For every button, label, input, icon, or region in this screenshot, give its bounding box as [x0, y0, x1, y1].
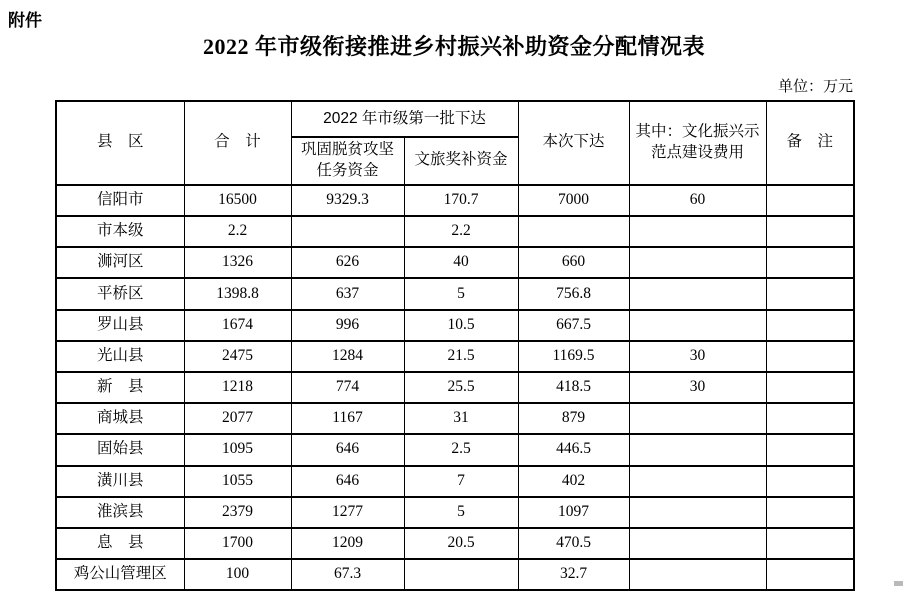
header-county: 县 区 [56, 101, 184, 185]
cell-this_issue: 667.5 [518, 310, 629, 341]
cell-remarks [766, 310, 854, 341]
cell-culture_demo [629, 528, 766, 559]
cell-remarks [766, 247, 854, 278]
cell-remarks [766, 466, 854, 497]
table-row [56, 434, 854, 465]
cell-remarks [766, 559, 854, 590]
cell-remarks [766, 403, 854, 434]
cell-remarks [766, 216, 854, 247]
cell-remarks [766, 341, 854, 372]
cell-culture_demo [629, 403, 766, 434]
cell-county: 信阳市 [56, 185, 184, 216]
table-row [56, 341, 854, 372]
table-row [56, 559, 854, 590]
cell-poverty_fund: 646 [291, 466, 404, 497]
cell-total: 1095 [184, 434, 291, 465]
cell-poverty_fund: 1284 [291, 341, 404, 372]
allocation-table [55, 100, 855, 591]
cell-culture_demo: 30 [629, 341, 766, 372]
cell-poverty_fund: 646 [291, 434, 404, 465]
cell-culture_demo [629, 278, 766, 309]
unit-note: 单位：万元 [777, 79, 853, 95]
cell-culture_demo: 60 [629, 185, 766, 216]
cell-poverty_fund: 1277 [291, 497, 404, 528]
table-row [56, 497, 854, 528]
header-row-1 [56, 101, 854, 137]
cell-tourism_fund: 7 [404, 466, 518, 497]
cell-poverty_fund: 67.3 [291, 559, 404, 590]
cell-total: 1055 [184, 466, 291, 497]
cell-poverty_fund: 996 [291, 310, 404, 341]
cell-remarks [766, 278, 854, 309]
cell-this_issue: 1097 [518, 497, 629, 528]
cell-county: 平桥区 [56, 278, 184, 309]
cell-culture_demo [629, 497, 766, 528]
cell-this_issue: 879 [518, 403, 629, 434]
cell-tourism_fund: 31 [404, 403, 518, 434]
cell-remarks [766, 434, 854, 465]
cell-this_issue: 402 [518, 466, 629, 497]
cell-this_issue: 418.5 [518, 372, 629, 403]
header-remarks: 备 注 [766, 101, 854, 185]
cell-tourism_fund: 170.7 [404, 185, 518, 216]
cell-total: 2475 [184, 341, 291, 372]
cell-county: 光山县 [56, 341, 184, 372]
cell-poverty_fund [291, 216, 404, 247]
cell-culture_demo [629, 559, 766, 590]
header-this-issue: 本次下达 [518, 101, 629, 185]
cell-total: 1700 [184, 528, 291, 559]
cell-poverty_fund: 774 [291, 372, 404, 403]
cell-total: 1326 [184, 247, 291, 278]
cell-tourism_fund: 2.5 [404, 434, 518, 465]
header-first-batch-group: 2022 年市级第一批下达 [291, 101, 518, 137]
cell-this_issue: 446.5 [518, 434, 629, 465]
table-row [56, 247, 854, 278]
page-title: 2022 年市级衔接推进乡村振兴补助资金分配情况表 [202, 34, 705, 59]
cell-culture_demo [629, 466, 766, 497]
cell-tourism_fund: 20.5 [404, 528, 518, 559]
cell-total: 1398.8 [184, 278, 291, 309]
cell-tourism_fund: 5 [404, 278, 518, 309]
header-tourism-fund: 文旅奖补资金 [404, 137, 518, 185]
table-row [56, 528, 854, 559]
cell-remarks [766, 372, 854, 403]
cell-poverty_fund: 637 [291, 278, 404, 309]
header-total: 合 计 [184, 101, 291, 185]
cell-tourism_fund: 40 [404, 247, 518, 278]
cell-this_issue: 32.7 [518, 559, 629, 590]
cell-poverty_fund: 1209 [291, 528, 404, 559]
cell-culture_demo [629, 310, 766, 341]
cell-total: 1674 [184, 310, 291, 341]
table-row [56, 310, 854, 341]
cell-county: 固始县 [56, 434, 184, 465]
cell-culture_demo [629, 434, 766, 465]
cell-culture_demo: 30 [629, 372, 766, 403]
table-row [56, 403, 854, 434]
cell-tourism_fund: 5 [404, 497, 518, 528]
cell-county: 罗山县 [56, 310, 184, 341]
cell-this_issue: 470.5 [518, 528, 629, 559]
cell-poverty_fund: 1167 [291, 403, 404, 434]
cell-tourism_fund: 2.2 [404, 216, 518, 247]
table-row [56, 278, 854, 309]
cell-tourism_fund: 25.5 [404, 372, 518, 403]
table-body [56, 185, 854, 590]
cell-total: 1218 [184, 372, 291, 403]
cell-county: 浉河区 [56, 247, 184, 278]
header-culture-demo: 其中：文化振兴示范点建设费用 [629, 101, 766, 185]
cell-tourism_fund [404, 559, 518, 590]
table-row [56, 216, 854, 247]
cell-culture_demo [629, 216, 766, 247]
cell-county: 新 县 [56, 372, 184, 403]
corner-artifact [894, 581, 903, 586]
table-header [56, 101, 854, 185]
cell-total: 2077 [184, 403, 291, 434]
attachment-label: 附件 [8, 11, 42, 30]
cell-this_issue: 756.8 [518, 278, 629, 309]
table-row [56, 372, 854, 403]
cell-tourism_fund: 21.5 [404, 341, 518, 372]
cell-county: 息 县 [56, 528, 184, 559]
cell-total: 16500 [184, 185, 291, 216]
cell-total: 2.2 [184, 216, 291, 247]
cell-total: 2379 [184, 497, 291, 528]
cell-poverty_fund: 9329.3 [291, 185, 404, 216]
cell-this_issue [518, 216, 629, 247]
cell-county: 鸡公山管理区 [56, 559, 184, 590]
cell-culture_demo [629, 247, 766, 278]
header-poverty-fund: 巩固脱贫攻坚任务资金 [291, 137, 404, 185]
cell-county: 淮滨县 [56, 497, 184, 528]
table-row [56, 185, 854, 216]
cell-remarks [766, 185, 854, 216]
table-row [56, 466, 854, 497]
cell-poverty_fund: 626 [291, 247, 404, 278]
cell-remarks [766, 528, 854, 559]
cell-county: 潢川县 [56, 466, 184, 497]
cell-county: 商城县 [56, 403, 184, 434]
cell-remarks [766, 497, 854, 528]
cell-this_issue: 1169.5 [518, 341, 629, 372]
cell-total: 100 [184, 559, 291, 590]
cell-this_issue: 660 [518, 247, 629, 278]
cell-county: 市本级 [56, 216, 184, 247]
cell-this_issue: 7000 [518, 185, 629, 216]
cell-tourism_fund: 10.5 [404, 310, 518, 341]
